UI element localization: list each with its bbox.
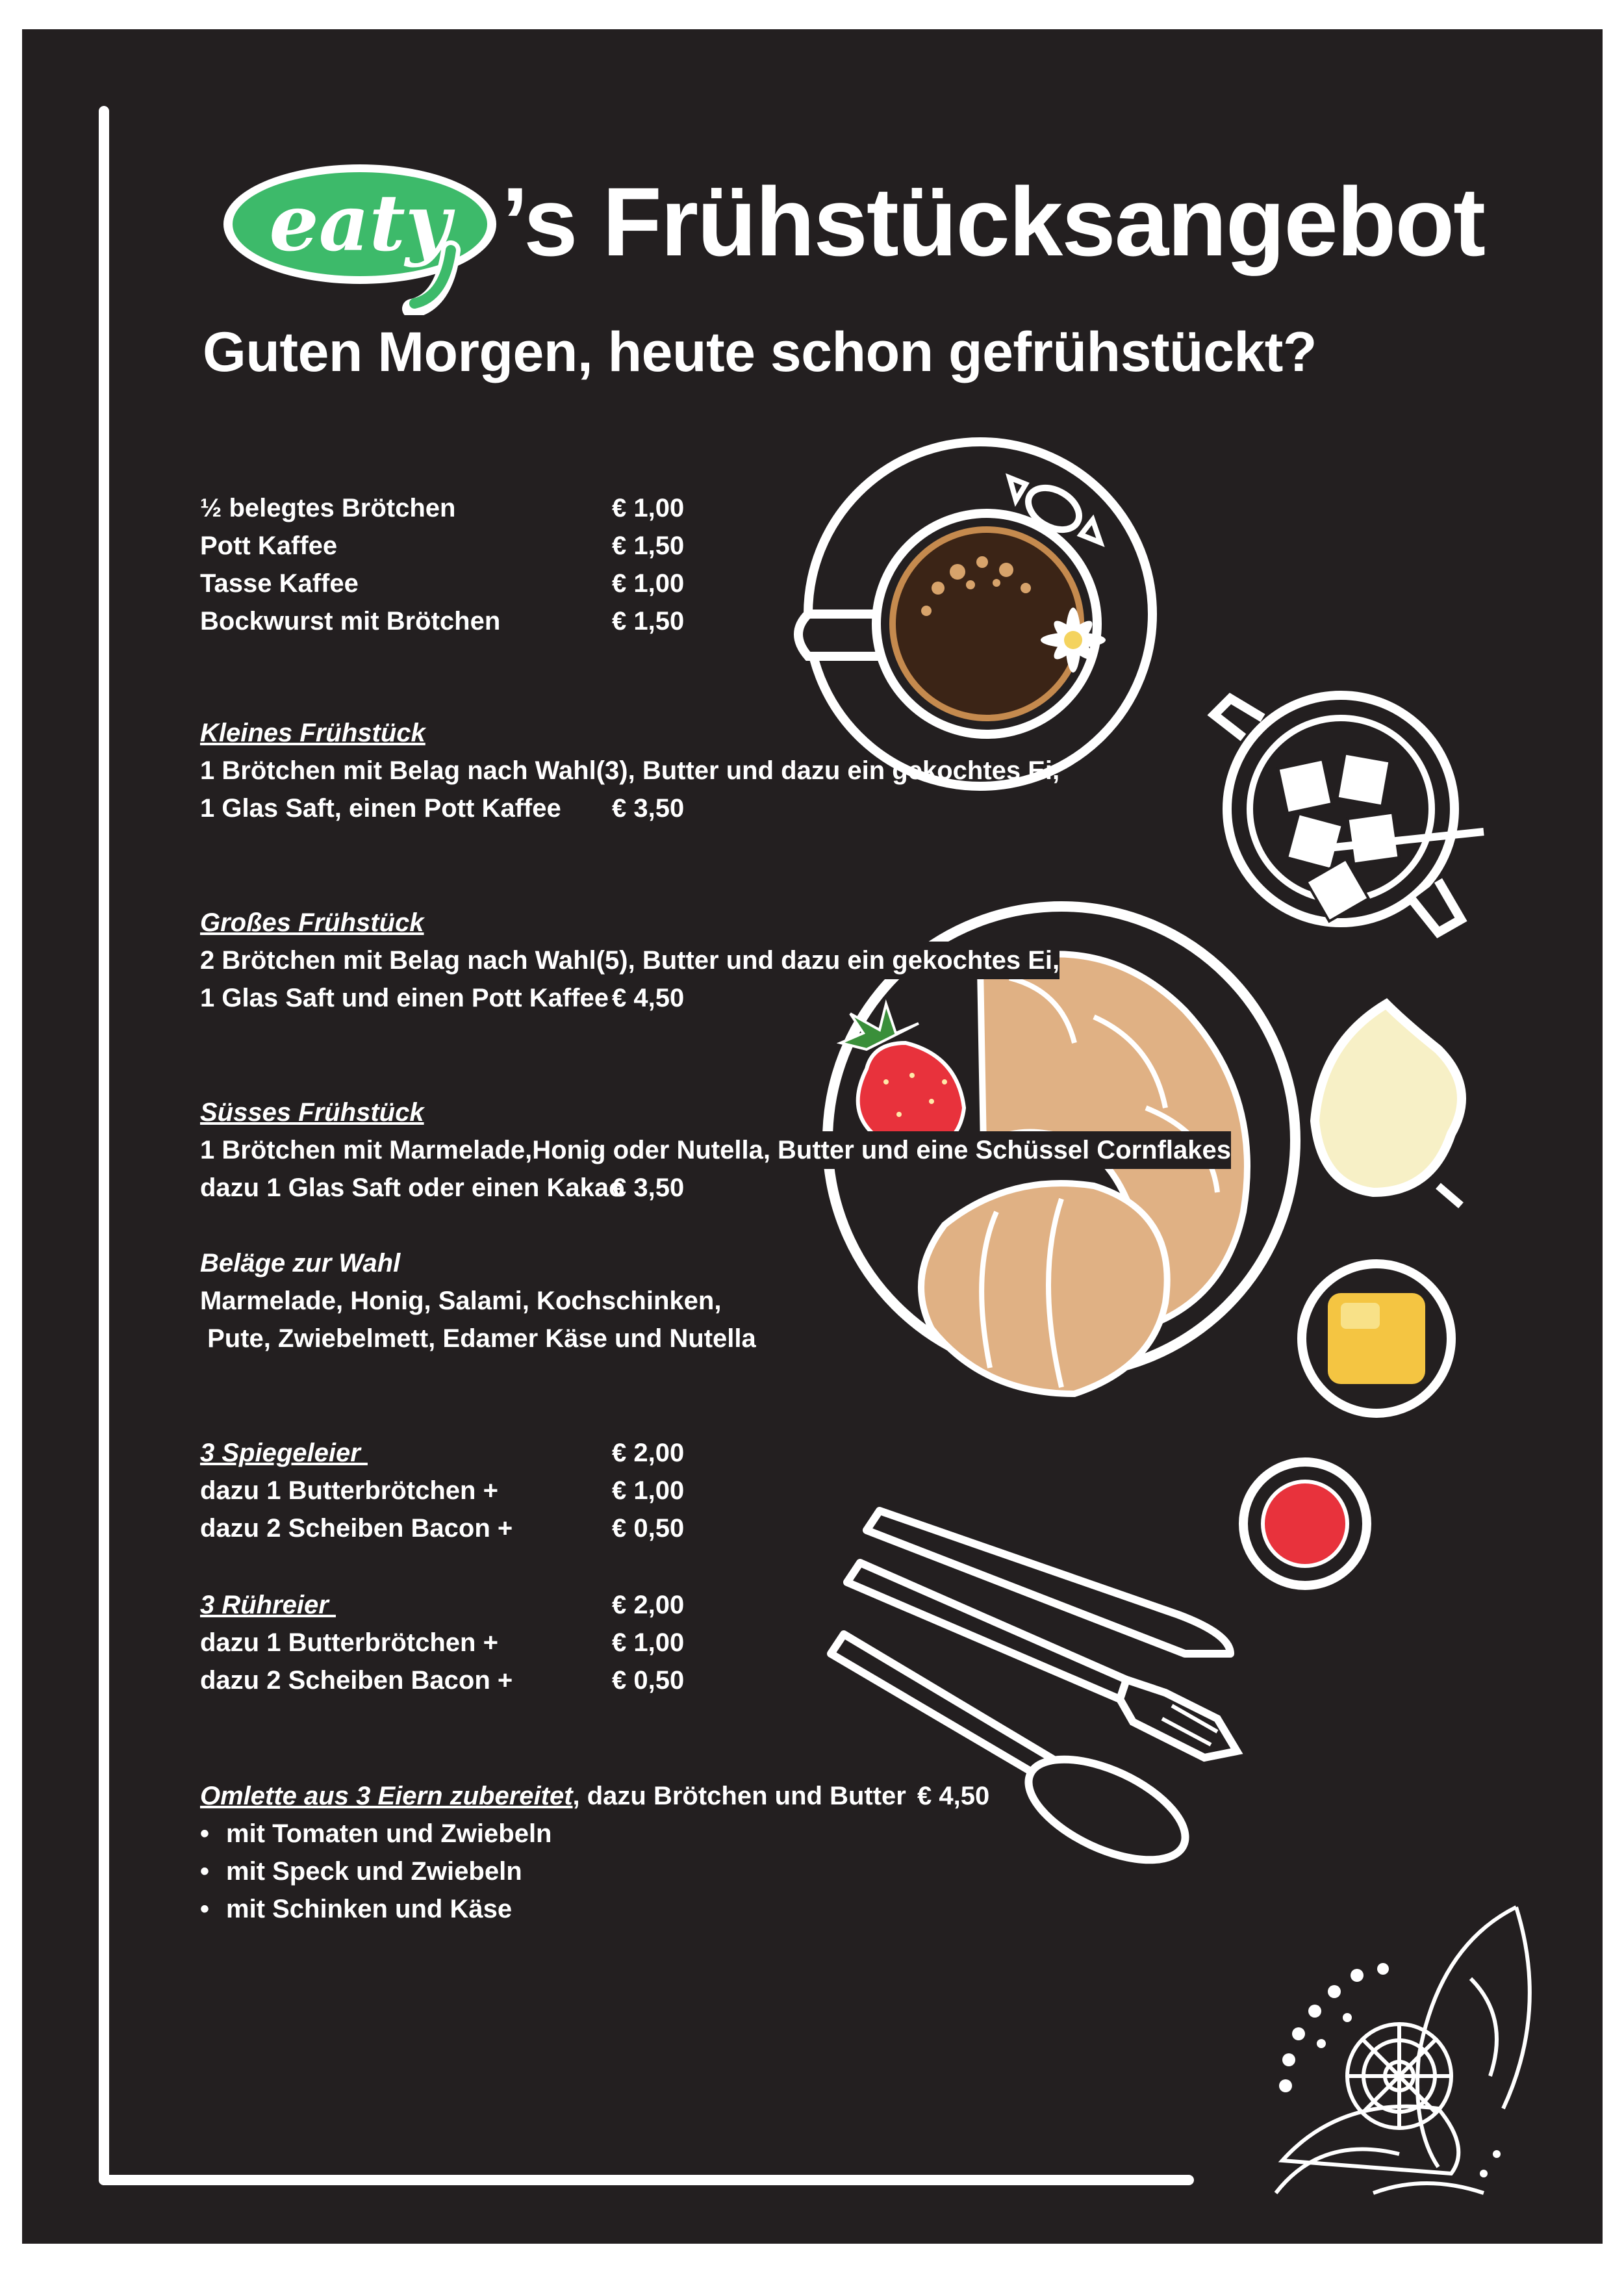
grosses-line-1: 2 Brötchen mit Belag nach Wahl(5), Butter und dazu ein gekochtes Ei, (200, 942, 1059, 979)
menu-item-price: € 1,50 (612, 532, 685, 560)
menu-item-price: € 1,00 (612, 494, 685, 522)
omlette-option (200, 1815, 552, 1853)
sugar-bowl-icon (1214, 695, 1484, 932)
page-title: ’s Frühstücksangebot (501, 167, 1485, 276)
omlette-line (200, 1777, 906, 1815)
menu-item-price: € 1,00 (612, 569, 685, 598)
spiegeleier-price: € 2,00 (612, 1439, 685, 1467)
ruehreier-extra-price: € 0,50 (612, 1666, 685, 1695)
logo-text: eaty (269, 177, 451, 269)
grosses-line-2: 1 Glas Saft und einen Pott Kaffee (200, 984, 609, 1012)
menu-item: ½ belegtes Brötchen (200, 494, 456, 522)
section-heading-spiegeleier: 3 Spiegeleier (200, 1439, 368, 1467)
suesses-line-2: dazu 1 Glas Saft oder einen Kakao (200, 1174, 625, 1202)
bullet: • (200, 1857, 210, 1886)
ruehreier-price: € 2,00 (612, 1591, 685, 1619)
ruehreier-extra: dazu 1 Butterbrötchen + (200, 1628, 498, 1657)
omlette-suffix: , dazu Brötchen und Butter (572, 1782, 906, 1810)
section-heading-suesses: Süsses Frühstück (200, 1098, 424, 1127)
menu-item: Pott Kaffee (200, 532, 338, 560)
spiegeleier-extra: dazu 2 Scheiben Bacon + (200, 1514, 513, 1543)
coffee-cup-icon (798, 442, 1152, 786)
menu-item: Bockwurst mit Brötchen (200, 607, 501, 635)
bullet: • (200, 1895, 210, 1923)
menu-item-price: € 1,50 (612, 607, 685, 635)
menu-board (22, 29, 1603, 2244)
spiegeleier-extra-price: € 1,00 (612, 1476, 685, 1505)
section-heading-belaege: Beläge zur Wahl (200, 1249, 401, 1277)
section-heading-omlette: Omlette aus 3 Eiern zubereitet (200, 1782, 573, 1810)
menu-item: Tasse Kaffee (200, 569, 359, 598)
ruehreier-extra-price: € 1,00 (612, 1628, 685, 1657)
grosses-price: € 4,50 (612, 984, 685, 1012)
spiegeleier-extra-price: € 0,50 (612, 1514, 685, 1543)
belaege-line-2: Pute, Zwiebelmett, Edamer Käse und Nutella (200, 1324, 756, 1353)
knife-icon (867, 1511, 1230, 1654)
kleines-line-2: 1 Glas Saft, einen Pott Kaffee (200, 794, 561, 823)
omlette-option-label: mit Schinken und Käse (226, 1895, 513, 1923)
omlette-option (200, 1890, 512, 1928)
belaege-line-1: Marmelade, Honig, Salami, Kochschinken, (200, 1287, 722, 1315)
omlette-option-label: mit Tomaten und Zwiebeln (226, 1819, 552, 1848)
section-heading-grosses: Großes Frühstück (200, 908, 424, 937)
suesses-line-1: 1 Brötchen mit Marmelade,Honig oder Nutella, Butter und eine Schüssel Cornflakes (200, 1131, 1231, 1169)
butter-dish-icon (1302, 1264, 1451, 1413)
bullet: • (200, 1819, 210, 1848)
ruehreier-extra: dazu 2 Scheiben Bacon + (200, 1666, 513, 1695)
page-subtitle: Guten Morgen, heute schon gefrühstückt? (203, 321, 1317, 383)
omlette-option (200, 1853, 522, 1890)
kleines-price: € 3,50 (612, 794, 685, 823)
spoon-icon (831, 1634, 1200, 1880)
spiegeleier-extra: dazu 1 Butterbrötchen + (200, 1476, 498, 1505)
milk-jug-icon (1315, 1004, 1462, 1205)
section-heading-kleines: Kleines Frühstück (200, 719, 425, 747)
omlette-price: € 4,50 (917, 1782, 990, 1810)
jam-dish-icon (1243, 1462, 1367, 1585)
suesses-price: € 3,50 (612, 1174, 685, 1202)
kleines-line-1: 1 Brötchen mit Belag nach Wahl(3), Butter und dazu ein gekochtes Ei, (200, 756, 1060, 785)
strawberry-icon (841, 1004, 964, 1149)
section-heading-ruehreier: 3 Rühreier (200, 1591, 336, 1619)
omlette-option-label: mit Speck und Zwiebeln (226, 1857, 522, 1886)
ornament-icon (1276, 1907, 1530, 2193)
